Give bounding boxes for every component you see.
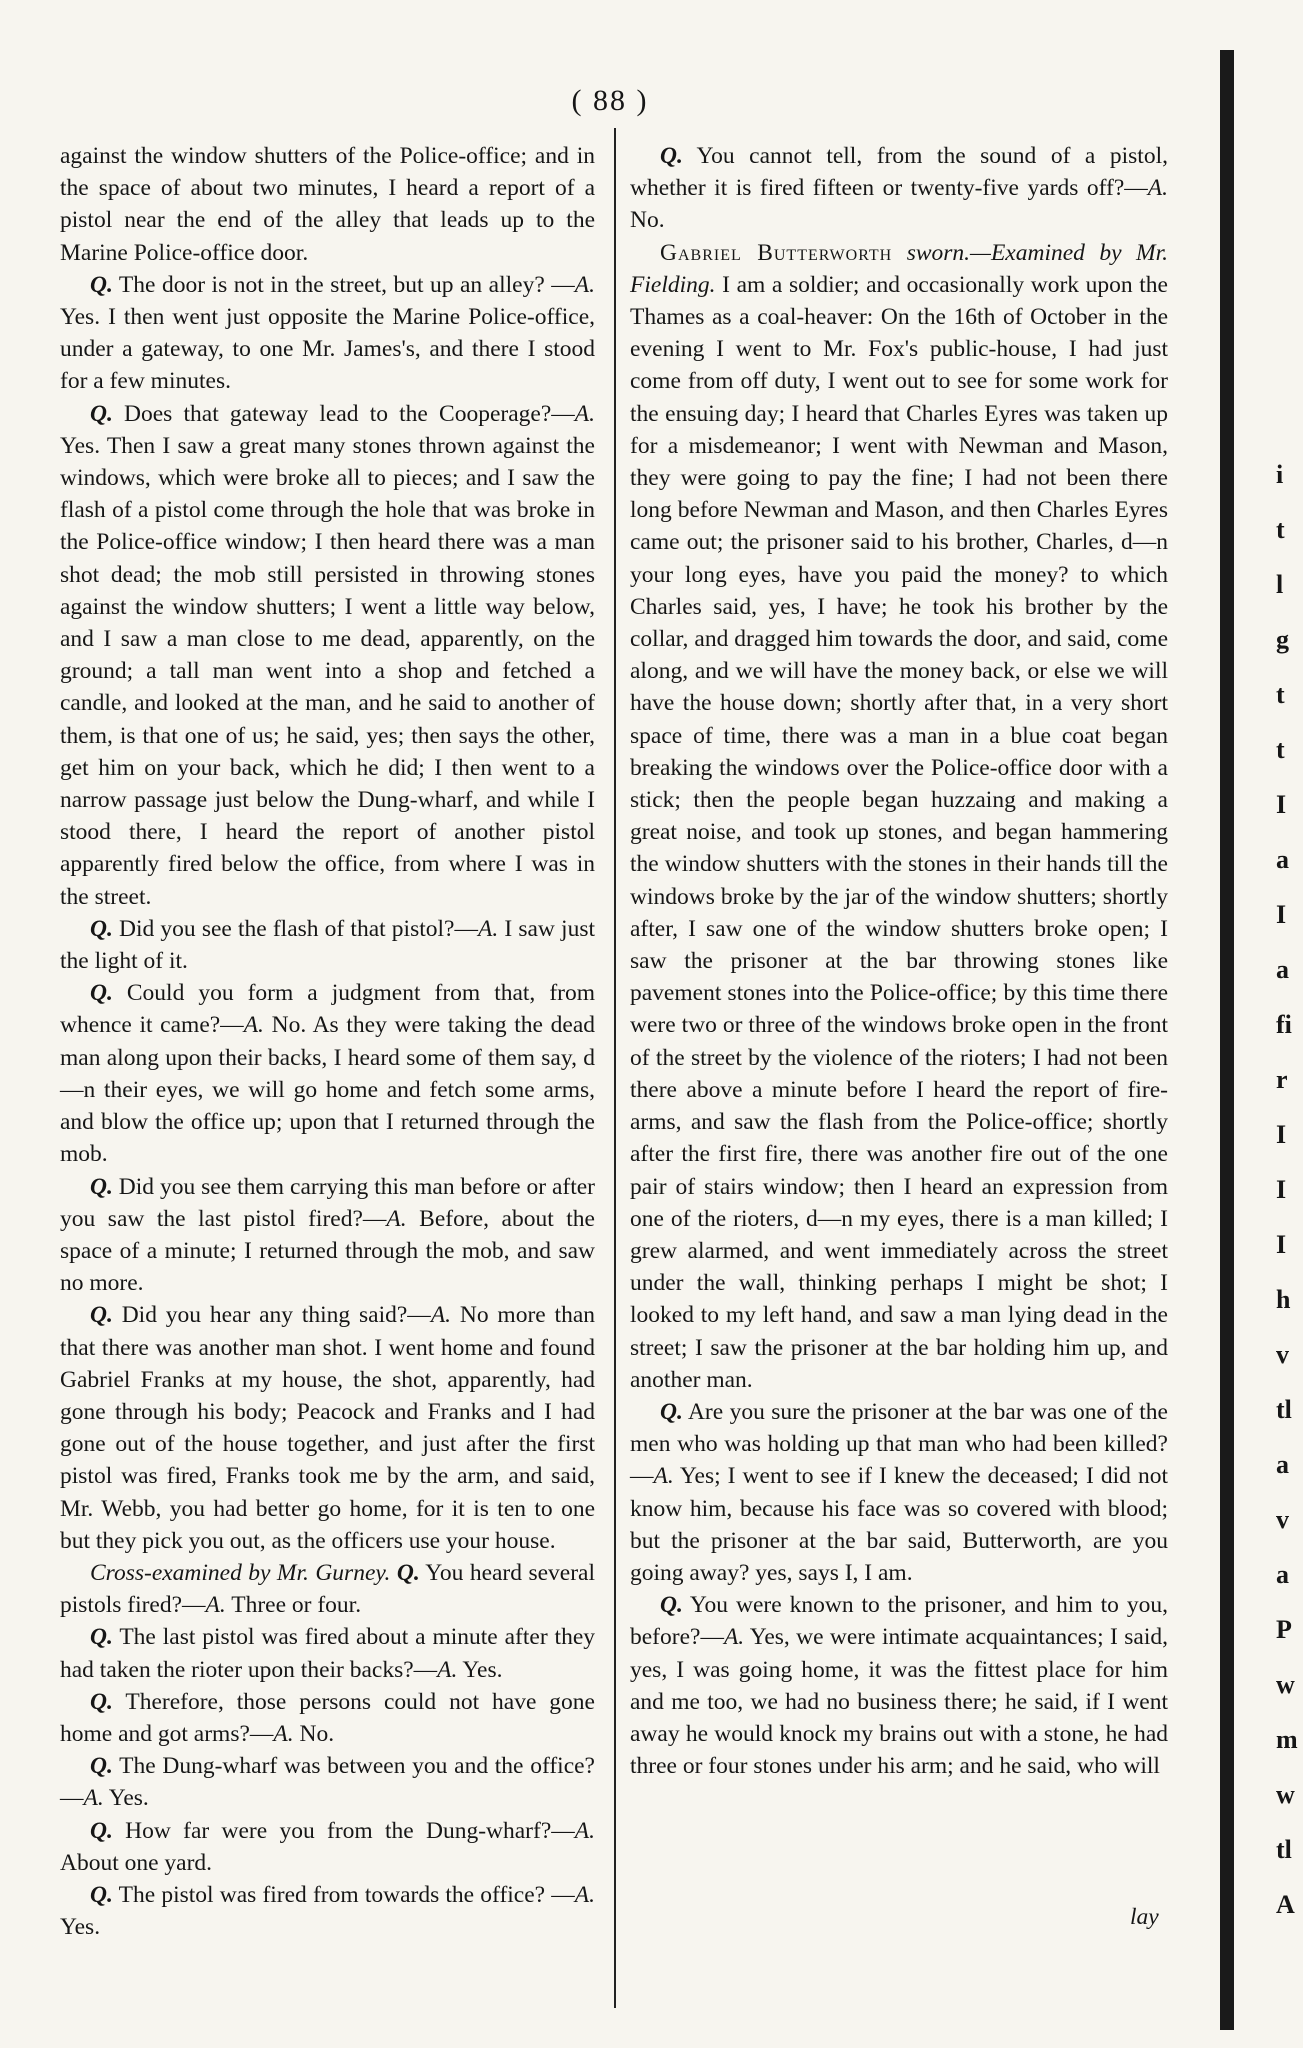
edge-letter: t bbox=[1276, 735, 1285, 764]
answer-marker: A. bbox=[273, 1720, 294, 1747]
text-run: Yes. bbox=[60, 1914, 101, 1941]
italic-text: sworn.—Examined by Mr. Fielding. bbox=[630, 239, 1169, 298]
edge-letter: I bbox=[1276, 900, 1287, 929]
edge-letter: tl bbox=[1276, 1835, 1292, 1864]
right-text-column bbox=[630, 140, 1168, 1782]
edge-letter: a bbox=[1276, 955, 1289, 984]
answer-marker: A. bbox=[477, 915, 499, 942]
question-marker: Q. bbox=[90, 1302, 113, 1329]
text-run: The door is not in the street, but up an alley? — bbox=[112, 271, 575, 298]
edge-letter: I bbox=[1276, 790, 1287, 819]
question-marker: Q. bbox=[90, 915, 113, 942]
edge-letter: l bbox=[1276, 570, 1284, 599]
page-number: ( 88 ) bbox=[571, 84, 649, 117]
text-run: I saw just the light of it. bbox=[60, 915, 596, 975]
paragraph bbox=[60, 1557, 595, 1621]
paragraph bbox=[630, 1589, 1168, 1782]
answer-marker: A. bbox=[574, 271, 595, 298]
text-run: No. bbox=[630, 207, 665, 234]
text-run: against the window shutters of the Police-office; and in the space of about two minutes, I heard a report of a pistol near the end of the alley that leads up to the Marine Police-office door. bbox=[60, 143, 595, 266]
answer-marker: A. bbox=[386, 1205, 407, 1232]
witness-name: Gabriel Butterworth bbox=[660, 239, 893, 266]
text-run bbox=[892, 240, 906, 266]
answer-marker: A. bbox=[205, 1592, 226, 1619]
edge-letter: h bbox=[1276, 1285, 1291, 1314]
text-run: Did you hear any thing said?— bbox=[112, 1302, 431, 1329]
answer-marker: A. bbox=[430, 1302, 452, 1329]
paragraph bbox=[60, 1171, 595, 1300]
paragraph bbox=[60, 1686, 595, 1750]
text-run: I am a soldier; and occasionally work upon the Thames as a coal-heaver: On the 16th of October in the evening I went to Mr. Fox's public-house, I had just come from off duty, I went out to see for some work for the ensuing day; I heard that Charles Eyres was taken up for a misdemeanor; I went with Newman and Mason, they were going to pay the fine; I had not been there long before Newman and Mason, and then Charles Eyres came out; the prisoner said to his brother, Charles, d—n your long eyes, have you paid the money? to which Charles said, yes, I have; he took his brother by the collar, and dragged him towards the door, and said, come along, and we will have the money back, or else we will have the house down; shortly after that, in a very short space of time, there was a man in a blue coat began breaking the windows over the Police-office door with a stick; then the people began huzzaing and making a great noise, and took up stones, and began hammering the window shutters with the stones in their hands till the windows broke by the jar of the window shutters; shortly after, I saw one of the window shutters broke open; I saw the prisoner at the bar throwing stones like pavement stones into the Police-office; by this time there were two or three of the windows broke open in the front of the street by the violence of the rioters; I had not been there above a minute before I heard the report of fire-arms, and saw the flash from the Police-office; shortly after the first fire, there was another fire out of the one pair of stairs window; then I heard an expression from one of the rioters, d—n my eyes, there is a man killed; I grew alarmed, and went immediately across the street under the wall, thinking perhaps I might be shot; I looked to my left hand, and saw a man lying dead in the street; I saw the prisoner at the bar holding him up, and another man. bbox=[630, 271, 1168, 1393]
edge-letter: I bbox=[1276, 1230, 1287, 1259]
edge-letter: v bbox=[1276, 1505, 1289, 1534]
answer-marker: A. bbox=[653, 1463, 674, 1490]
answer-marker: A. bbox=[1147, 175, 1168, 202]
text-run: Therefore, those persons could not have gone home and got arms?— bbox=[60, 1688, 595, 1747]
question-marker: Q. bbox=[90, 400, 113, 427]
edge-letter: tl bbox=[1276, 1395, 1292, 1424]
paragraph bbox=[60, 1815, 595, 1879]
paragraph bbox=[60, 977, 595, 1170]
edge-letter: P bbox=[1276, 1615, 1292, 1644]
question-marker: Q. bbox=[90, 1173, 113, 1200]
text-run: The Dung-wharf was between you and the office?— bbox=[60, 1753, 595, 1812]
binding-gutter bbox=[1220, 50, 1234, 2030]
edge-letter: a bbox=[1276, 845, 1289, 874]
edge-letter: m bbox=[1276, 1725, 1298, 1754]
question-marker: Q. bbox=[90, 1881, 113, 1908]
text-run: Yes; I went to see if I knew the deceased; I did not know him, because his face was so covered with blood; but the prisoner at the bar said, Butterworth, are you going away? yes, says I, I am. bbox=[630, 1463, 1168, 1586]
text-run: You cannot tell, from the sound of a pistol, whether it is fired fifteen or twenty-five yards off?— bbox=[630, 143, 1168, 202]
edge-letter: a bbox=[1276, 1450, 1289, 1479]
answer-marker: A. bbox=[437, 1656, 458, 1683]
paragraph bbox=[60, 1879, 595, 1943]
edge-letter: i bbox=[1276, 460, 1284, 489]
edge-letter: a bbox=[1276, 1560, 1289, 1589]
left-text-column bbox=[60, 140, 595, 1943]
question-marker: Q. bbox=[660, 1592, 683, 1619]
paragraph bbox=[60, 1621, 595, 1685]
edge-letter: t bbox=[1276, 680, 1285, 709]
question-marker: Q. bbox=[396, 1559, 420, 1586]
text-run: You heard several pistols fired?— bbox=[60, 1559, 595, 1619]
catchword: lay bbox=[1130, 1904, 1159, 1930]
edge-letter: I bbox=[1276, 1175, 1287, 1204]
edge-letter: t bbox=[1276, 515, 1285, 544]
answer-marker: A. bbox=[574, 400, 595, 427]
answer-marker: A. bbox=[83, 1785, 104, 1812]
paragraph bbox=[60, 269, 595, 398]
text-run: No more than that there was another man shot. I went home and found Gabriel Franks at my house, the shot, apparently, had gone through his body; Peacock and Franks and I had gone out of the house together, and just after the first pistol was fired, Franks took me by the arm, and said, Mr. Webb, you had better go home, for it is ten to one but they pick you out, as the officers use your house. bbox=[60, 1302, 596, 1554]
text-run: About one yard. bbox=[60, 1849, 213, 1876]
column-divider bbox=[614, 128, 616, 2008]
answer-marker: A. bbox=[243, 1012, 264, 1039]
text-run: How far were you from the Dung-wharf?— bbox=[112, 1817, 575, 1844]
edge-letter: fi bbox=[1276, 1010, 1292, 1039]
text-run: Yes, we were intimate acquaintances; I said, yes, I was going home, it was the fittest place for him and me too, we had no business there; he said, if I went away he would knock my brains out with a stone, he had three or four stones under his arm; and he said, who will bbox=[630, 1624, 1168, 1780]
answer-marker: A. bbox=[723, 1624, 745, 1651]
text-run: The last pistol was fired about a minute after they had taken the rioter upon their backs?— bbox=[60, 1624, 595, 1683]
edge-letter: A bbox=[1276, 1890, 1295, 1919]
question-marker: Q. bbox=[660, 1398, 683, 1425]
text-run: Does that gateway lead to the Cooperage?— bbox=[112, 400, 575, 427]
text-run: You were known to the prisoner, and him to you, before?— bbox=[630, 1592, 1168, 1651]
paragraph bbox=[60, 398, 595, 913]
text-run: No. As they were taking the dead man along upon their backs, I heard some of them say, d—n their eyes, we will go home and fetch some arms, and blow the office up; upon that I returned through the mob. bbox=[60, 1012, 596, 1168]
edge-letter: g bbox=[1276, 625, 1289, 654]
text-run: Are you sure the prisoner at the bar was one of the men who was holding up that man who had been killed?— bbox=[630, 1398, 1168, 1490]
paragraph bbox=[60, 913, 595, 977]
question-marker: Q. bbox=[660, 143, 683, 169]
question-marker: Q. bbox=[90, 980, 113, 1007]
question-marker: Q. bbox=[90, 1624, 113, 1651]
edge-letter: I bbox=[1276, 1120, 1287, 1149]
text-run: Did you see the flash of that pistol?— bbox=[112, 915, 478, 942]
edge-letter: w bbox=[1276, 1670, 1295, 1699]
edge-letter: v bbox=[1276, 1340, 1289, 1369]
edge-letter: r bbox=[1276, 1065, 1288, 1094]
paragraph bbox=[60, 1750, 595, 1814]
paragraph bbox=[60, 1299, 595, 1557]
paragraph bbox=[60, 140, 595, 269]
text-run: Could you form a judgment from that, from whence it came?— bbox=[60, 980, 595, 1039]
question-marker: Q. bbox=[90, 1753, 113, 1780]
question-marker: Q. bbox=[90, 1817, 113, 1844]
text-run: Did you see them carrying this man before or after you saw the last pistol fired?— bbox=[60, 1173, 595, 1232]
text-run: The pistol was fired from towards the office? — bbox=[112, 1881, 575, 1908]
question-marker: Q. bbox=[90, 271, 113, 298]
answer-marker: A. bbox=[574, 1881, 595, 1908]
text-run: Yes. Then I saw a great many stones thrown against the windows, which were broke all to pieces; and I saw the flash of a pistol come through the hole that was broke in the Police-office window; I then heard there was a man shot dead; the mob still persisted in throwing stones against the window shutters; I went a little way below, and I saw a man close to me dead, apparently, on the ground; a tall man went into a shop and fetched a candle, and looked at the man, and he said to another of them, is that one of us; he said, yes; then says the other, get him on your back, which he did; I then went to a narrow passage just below the Dung-wharf, and while I stood there, I heard the report of another pistol apparently fired below the office, from where I was in the street. bbox=[60, 432, 595, 910]
paragraph bbox=[630, 140, 1168, 237]
paragraph bbox=[630, 237, 1168, 1396]
edge-letter: w bbox=[1276, 1780, 1295, 1809]
text-run: Yes. I then went just opposite the Marine Police-office, under a gateway, to one Mr. James's, and there I stood for a few minutes. bbox=[60, 304, 595, 395]
paragraph bbox=[630, 1396, 1168, 1589]
italic-text: Cross-examined by Mr. Gurney. bbox=[90, 1559, 391, 1586]
next-page-edge bbox=[1262, 0, 1303, 2048]
text-run: Before, about the space of a minute; I returned through the mob, and saw no more. bbox=[60, 1205, 595, 1297]
text-run: Yes. bbox=[103, 1785, 149, 1812]
text-run: No. bbox=[293, 1720, 335, 1747]
text-run: Three or four. bbox=[225, 1592, 362, 1619]
text-run: Yes. bbox=[457, 1656, 503, 1683]
answer-marker: A. bbox=[574, 1817, 595, 1844]
question-marker: Q. bbox=[90, 1688, 113, 1715]
